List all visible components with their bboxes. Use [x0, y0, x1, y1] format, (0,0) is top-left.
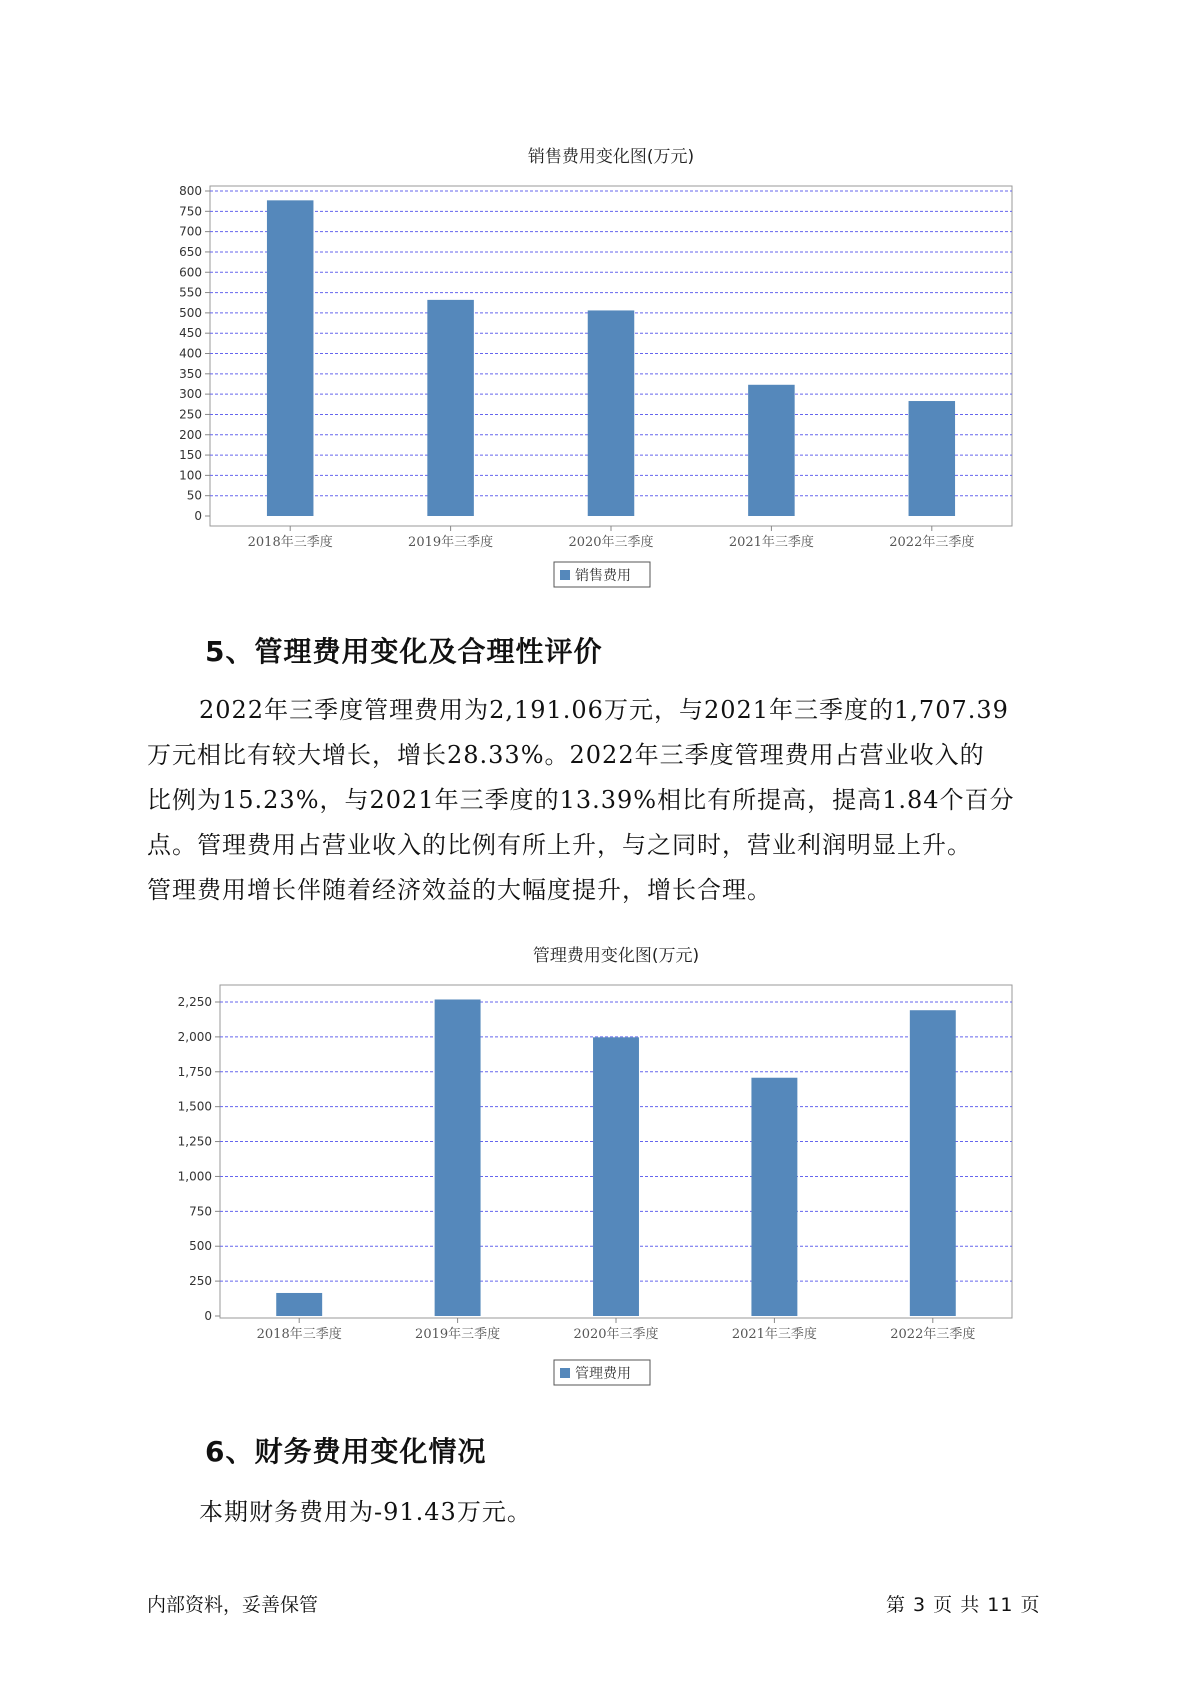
- legend-label: 销售费用: [575, 568, 631, 584]
- y-tick-label: 250: [189, 1274, 212, 1289]
- bar: [910, 1010, 956, 1316]
- x-tick-label: 2019年三季度: [408, 535, 494, 550]
- bar: [435, 999, 481, 1316]
- y-tick-label: 250: [179, 407, 202, 422]
- chart-title: 销售费用变化图(万元): [527, 147, 695, 167]
- y-tick-label: 1,750: [177, 1064, 212, 1079]
- y-tick-label: 600: [179, 265, 202, 280]
- y-tick-label: 0: [204, 1309, 212, 1323]
- x-tick-label: 2021年三季度: [731, 1327, 817, 1342]
- legend-swatch: [560, 1368, 570, 1378]
- y-tick-label: 0: [194, 509, 202, 523]
- y-tick-label: 100: [179, 468, 202, 483]
- paragraph-line: 点。管理费用占营业收入的比例有所上升，与之同时，营业利润明显上升。: [147, 831, 972, 859]
- x-tick-label: 2018年三季度: [247, 535, 333, 550]
- paragraph-line: 万元相比有较大增长，增长28.33%。2022年三季度管理费用占营业收入的: [147, 741, 985, 769]
- y-tick-label: 500: [189, 1239, 212, 1254]
- paragraph-line: 2022年三季度管理费用为2,191.06万元，与2021年三季度的1,707.39: [199, 696, 1009, 724]
- x-tick-label: 2022年三季度: [889, 535, 975, 550]
- y-tick-label: 650: [179, 244, 202, 259]
- y-tick-label: 800: [179, 184, 202, 198]
- bar: [593, 1037, 639, 1316]
- y-tick-label: 550: [179, 285, 202, 300]
- y-tick-label: 2,000: [177, 1029, 212, 1044]
- y-tick-label: 50: [186, 488, 202, 503]
- section6-text: [147, 1490, 1057, 1535]
- section5-paragraph: [147, 688, 1057, 913]
- bar: [751, 1078, 797, 1316]
- y-tick-label: 450: [179, 326, 202, 341]
- y-tick-label: 750: [179, 204, 202, 219]
- y-tick-label: 1,250: [177, 1134, 212, 1149]
- y-tick-label: 400: [179, 346, 202, 361]
- x-tick-label: 2019年三季度: [415, 1327, 501, 1342]
- y-tick-label: 300: [179, 387, 202, 402]
- footer-page-number: 第 3 页 共 11 页: [886, 1594, 1041, 1616]
- bar: [276, 1293, 322, 1316]
- y-tick-label: 350: [179, 366, 202, 381]
- section6-heading: 6、财务费用变化情况: [205, 1435, 487, 1468]
- legend: [554, 1360, 650, 1385]
- y-tick-label: 1,000: [177, 1169, 212, 1184]
- x-tick-label: 2020年三季度: [568, 535, 654, 550]
- paragraph-line: 管理费用增长伴随着经济效益的大幅度提升，增长合理。: [147, 876, 772, 904]
- x-tick-label: 2020年三季度: [573, 1327, 659, 1342]
- y-tick-label: 150: [179, 448, 202, 463]
- x-tick-label: 2018年三季度: [256, 1327, 342, 1342]
- y-tick-label: 750: [189, 1204, 212, 1219]
- y-tick-label: 2,250: [177, 995, 212, 1009]
- x-tick-label: 2022年三季度: [890, 1327, 976, 1342]
- paragraph-line: 比例为15.23%，与2021年三季度的13.39%相比有所提高，提高1.84个百分: [147, 786, 1015, 814]
- paragraph-line: 本期财务费用为-91.43万元。: [199, 1498, 532, 1526]
- y-tick-label: 700: [179, 224, 202, 239]
- y-tick-label: 1,500: [177, 1099, 212, 1114]
- section5-heading: 5、管理费用变化及合理性评价: [205, 635, 603, 668]
- x-tick-label: 2021年三季度: [728, 535, 814, 550]
- y-tick-label: 200: [179, 427, 202, 442]
- y-tick-label: 500: [179, 305, 202, 320]
- chart-title: 管理费用变化图(万元): [532, 946, 700, 966]
- legend-label: 管理费用: [575, 1366, 631, 1382]
- footer-confidential: 内部资料，妥善保管: [147, 1594, 319, 1616]
